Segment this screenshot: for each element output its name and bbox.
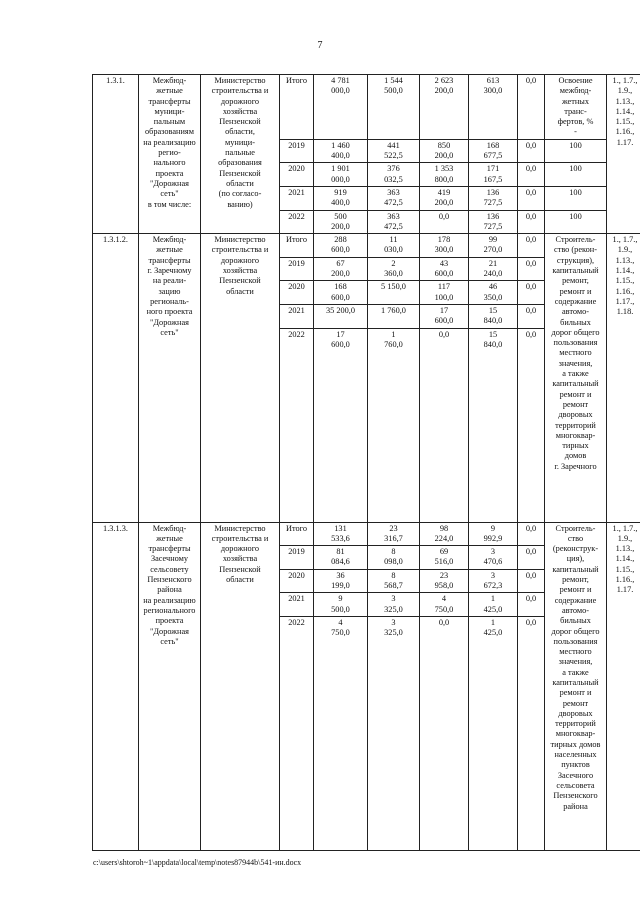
year-cell: Итого	[280, 234, 314, 258]
year-cell: 2020	[280, 281, 314, 305]
year-cell: 2021	[280, 186, 314, 210]
amount-total: 9 500,0	[314, 593, 368, 617]
amount-total: 168 600,0	[314, 281, 368, 305]
row-code: 1.3.1.	[93, 75, 139, 234]
row-executor: Министерство строительства и дорожного хозяйства Пензенской области	[201, 522, 280, 850]
file-path-footer: c:\users\shtoroh~1\appdata\local\temp\notes87944b\541-ин.docx	[93, 858, 302, 867]
amount-federal: 11 030,0	[368, 234, 420, 258]
table-row	[93, 234, 640, 258]
amount-total: 131 533,6	[314, 522, 368, 546]
amount-other: 0,0	[518, 569, 545, 593]
amount-local: 15 840,0	[469, 328, 518, 522]
amount-total: 17 600,0	[314, 328, 368, 522]
amount-total: 4 781 000,0	[314, 75, 368, 140]
amount-local: 3 470,6	[469, 546, 518, 570]
amount-total: 4 750,0	[314, 616, 368, 850]
amount-local: 136 727,5	[469, 186, 518, 210]
indicator-links: 1., 1.7., 1.9., 1.13., 1.14., 1.15., 1.16., 1.17.	[607, 522, 640, 850]
row-name: Межбюд- жетные трансферты муници- пальным образованиям на реализацию регио- нального проекта "Дорожная сеть" в том числе:	[139, 75, 201, 234]
amount-federal: 1 760,0	[368, 304, 420, 328]
year-cell: 2022	[280, 328, 314, 522]
amount-other: 0,0	[518, 210, 545, 234]
amount-other: 0,0	[518, 139, 545, 163]
amount-federal: 3 325,0	[368, 616, 420, 850]
target-indicator: Освоение межбюд- жетных транс- фертов, % -	[545, 75, 607, 140]
amount-other: 0,0	[518, 186, 545, 210]
year-cell: 2019	[280, 139, 314, 163]
amount-other: 0,0	[518, 234, 545, 258]
amount-federal: 3 325,0	[368, 593, 420, 617]
year-cell: 2022	[280, 616, 314, 850]
amount-federal: 5 150,0	[368, 281, 420, 305]
amount-regional: 23 958,0	[420, 569, 469, 593]
amount-total: 67 200,0	[314, 257, 368, 281]
amount-regional: 1 353 800,0	[420, 163, 469, 187]
row-code: 1.3.1.3.	[93, 522, 139, 850]
amount-local: 613 300,0	[469, 75, 518, 140]
year-cell: 2021	[280, 304, 314, 328]
amount-total: 500 200,0	[314, 210, 368, 234]
amount-total: 35 200,0	[314, 304, 368, 328]
amount-local: 1 425,0	[469, 616, 518, 850]
amount-regional: 0,0	[420, 616, 469, 850]
amount-federal: 363 472,5	[368, 186, 420, 210]
year-cell: 2021	[280, 593, 314, 617]
row-name: Межбюд- жетные трансферты Засечному сельсовету Пензенского района на реализацию регионального проекта "Дорожная сеть"	[139, 522, 201, 850]
target-value: 100	[545, 139, 607, 163]
amount-regional: 850 200,0	[420, 139, 469, 163]
year-cell: 2020	[280, 569, 314, 593]
amount-total: 919 400,0	[314, 186, 368, 210]
target-indicator: Строитель- ство (реконструк- ция), капитальный ремонт, ремонт и содержание автомо- бильных дорог общего пользования местного значения, а также капитальный ремонт и ремонт дворовых территорий многоквар- тирных домов населенных пунктов Засечного сельсовета Пензенского района	[545, 522, 607, 850]
year-cell: 2019	[280, 546, 314, 570]
amount-regional: 4 750,0	[420, 593, 469, 617]
year-cell: 2019	[280, 257, 314, 281]
target-value: 100	[545, 186, 607, 210]
amount-regional: 43 600,0	[420, 257, 469, 281]
amount-local: 3 672,3	[469, 569, 518, 593]
amount-regional: 178 300,0	[420, 234, 469, 258]
amount-other: 0,0	[518, 522, 545, 546]
amount-regional: 0,0	[420, 210, 469, 234]
amount-federal: 8 568,7	[368, 569, 420, 593]
table-row	[93, 522, 640, 546]
amount-other: 0,0	[518, 163, 545, 187]
amount-total: 81 084,6	[314, 546, 368, 570]
year-cell: 2020	[280, 163, 314, 187]
amount-total: 288 600,0	[314, 234, 368, 258]
amount-local: 136 727,5	[469, 210, 518, 234]
amount-local: 1 425,0	[469, 593, 518, 617]
amount-local: 15 840,0	[469, 304, 518, 328]
target-value: 100	[545, 210, 607, 234]
amount-regional: 2 623 200,0	[420, 75, 469, 140]
amount-regional: 17 600,0	[420, 304, 469, 328]
row-name: Межбюд- жетные трансферты г. Заречному на реали- зацию региональ- ного проекта "Дорожная сеть"	[139, 234, 201, 522]
amount-total: 1 901 000,0	[314, 163, 368, 187]
year-cell: Итого	[280, 522, 314, 546]
amount-regional: 419 200,0	[420, 186, 469, 210]
amount-total: 36 199,0	[314, 569, 368, 593]
amount-other: 0,0	[518, 257, 545, 281]
row-code: 1.3.1.2.	[93, 234, 139, 522]
amount-other: 0,0	[518, 616, 545, 850]
amount-federal: 2 360,0	[368, 257, 420, 281]
page-number: 7	[317, 40, 323, 51]
year-cell: 2022	[280, 210, 314, 234]
row-executor: Министерство строительства и дорожного хозяйства Пензенской области	[201, 234, 280, 522]
indicator-links: 1., 1.7., 1.9., 1.13., 1.14., 1.15., 1.16., 1.17.	[607, 75, 640, 234]
amount-other: 0,0	[518, 593, 545, 617]
amount-regional: 69 516,0	[420, 546, 469, 570]
amount-federal: 441 522,5	[368, 139, 420, 163]
amount-local: 21 240,0	[469, 257, 518, 281]
amount-regional: 117 100,0	[420, 281, 469, 305]
amount-regional: 0,0	[420, 328, 469, 522]
amount-regional: 98 224,0	[420, 522, 469, 546]
amount-federal: 8 098,0	[368, 546, 420, 570]
amount-local: 9 992,9	[469, 522, 518, 546]
amount-federal: 23 316,7	[368, 522, 420, 546]
amount-federal: 363 472,5	[368, 210, 420, 234]
amount-local: 171 167,5	[469, 163, 518, 187]
year-cell: Итого	[280, 75, 314, 140]
amount-federal: 1 760,0	[368, 328, 420, 522]
amount-other: 0,0	[518, 304, 545, 328]
table-row	[93, 75, 640, 140]
amount-local: 168 677,5	[469, 139, 518, 163]
amount-total: 1 460 400,0	[314, 139, 368, 163]
amount-local: 46 350,0	[469, 281, 518, 305]
amount-federal: 376 032,5	[368, 163, 420, 187]
amount-local: 99 270,0	[469, 234, 518, 258]
indicator-links: 1., 1.7., 1.9., 1.13., 1.14., 1.15., 1.16., 1.17., 1.18.	[607, 234, 640, 522]
amount-other: 0,0	[518, 328, 545, 522]
target-indicator: Строитель- ство (рекон- струкция), капитальный ремонт, ремонт и содержание автомо- бильных дорог общего пользования местного значения, а также капитальный ремонт и ремонт дворовых территорий многоквар- тирных домов г. Заречного	[545, 234, 607, 522]
target-value: 100	[545, 163, 607, 187]
row-executor: Министерство строительства и дорожного хозяйства Пензенской области, муници- пальные образования Пензенской области (по согласо- ванию)	[201, 75, 280, 234]
budget-table	[92, 74, 640, 851]
amount-federal: 1 544 500,0	[368, 75, 420, 140]
amount-other: 0,0	[518, 75, 545, 140]
amount-other: 0,0	[518, 546, 545, 570]
amount-other: 0,0	[518, 281, 545, 305]
